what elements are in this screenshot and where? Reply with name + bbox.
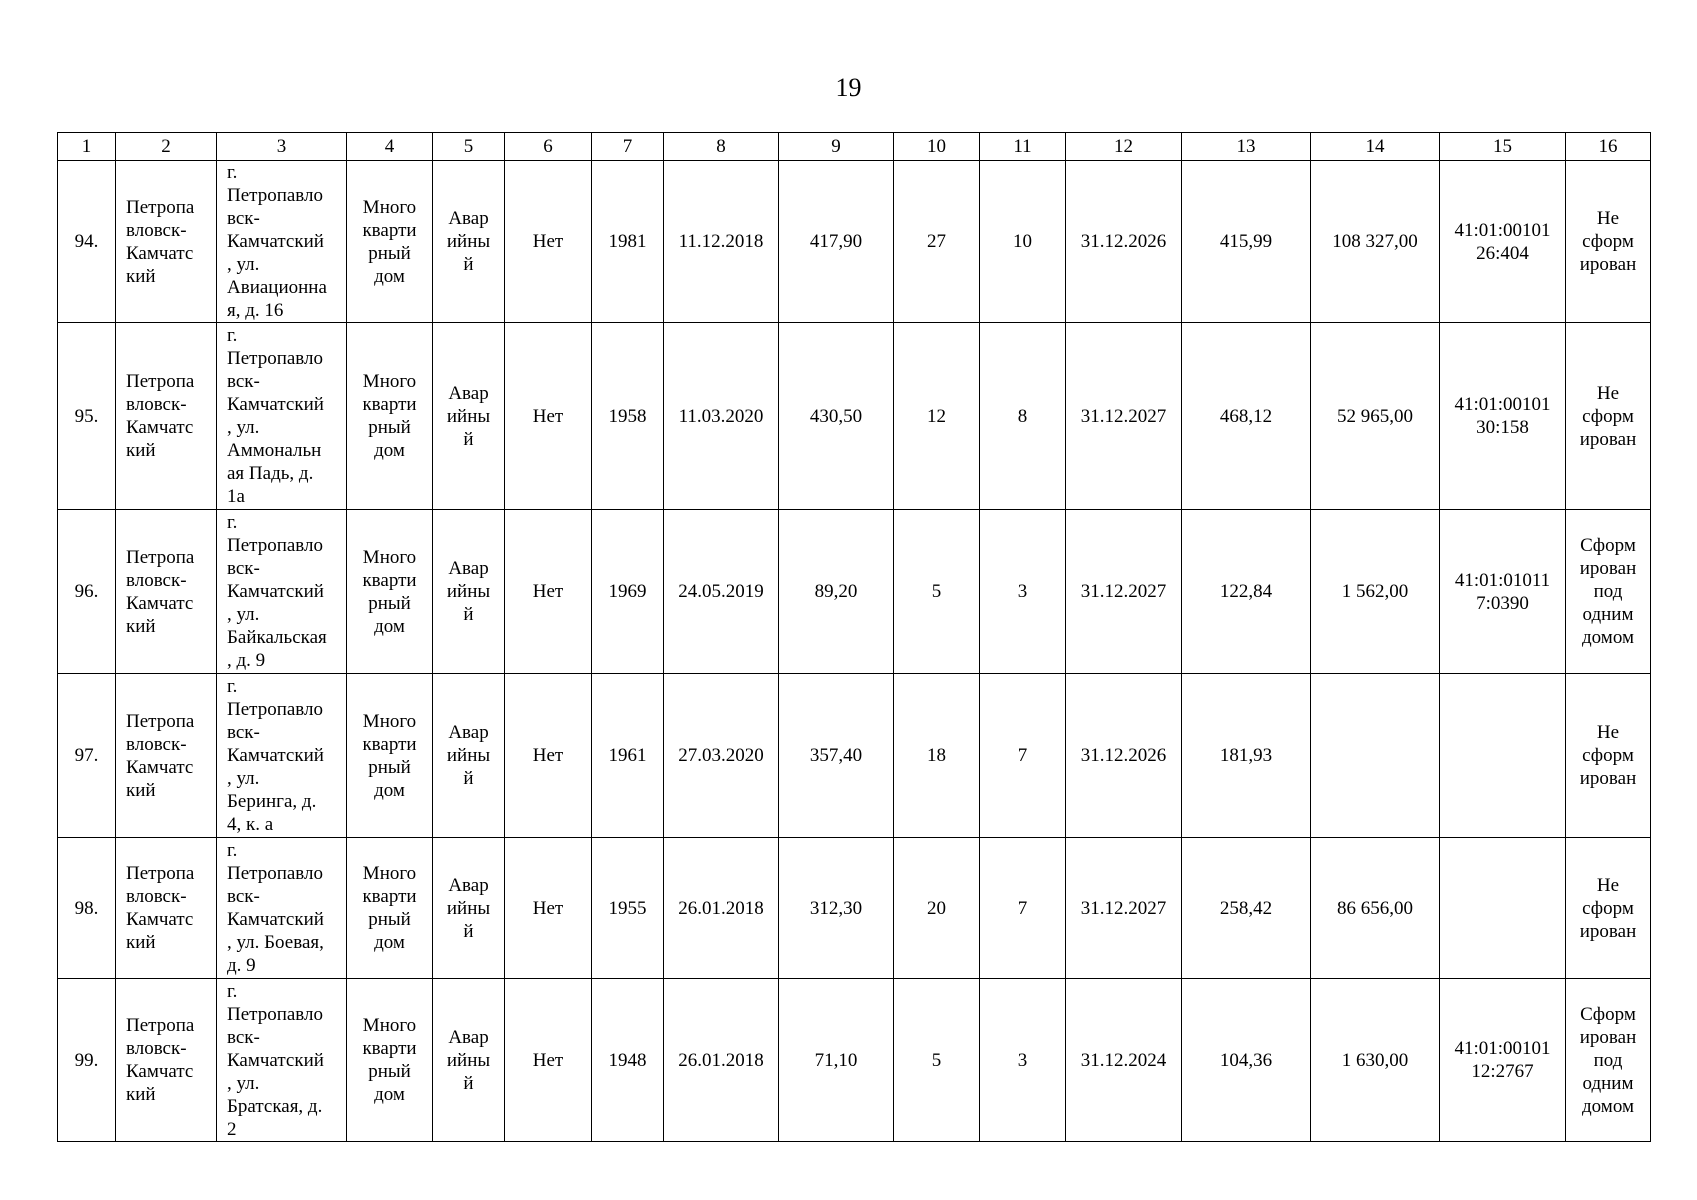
land-status-line: одним bbox=[1582, 1072, 1634, 1094]
status-line: ийны bbox=[446, 231, 491, 252]
page-number: 19 bbox=[835, 73, 862, 102]
land-status-line: под bbox=[1593, 1049, 1623, 1071]
locality-line: Петропа bbox=[126, 863, 195, 884]
building-type-line: Много bbox=[362, 1015, 417, 1036]
cadastral-line: 30:158 bbox=[1476, 417, 1529, 438]
status-cell bbox=[433, 838, 505, 979]
area-cell: 89,20 bbox=[779, 510, 894, 674]
locality-line: кий bbox=[126, 1084, 156, 1105]
building-type-line: кварти bbox=[362, 1038, 417, 1059]
land-status-line: сформ bbox=[1582, 897, 1634, 919]
building-type-line: дом bbox=[374, 265, 405, 287]
address-line: , ул. bbox=[227, 604, 260, 625]
address-line: 4, к. а bbox=[227, 814, 274, 835]
col6-cell: Нет bbox=[505, 161, 592, 323]
status-cell bbox=[433, 510, 505, 674]
area-cell: 417,90 bbox=[779, 161, 894, 323]
land-status-cell bbox=[1566, 979, 1651, 1142]
locality-line: кий bbox=[126, 440, 156, 461]
land-status-line: сформ bbox=[1582, 405, 1634, 427]
table-row bbox=[58, 838, 1651, 979]
status-line: й bbox=[463, 604, 474, 625]
land-status-line: Сформ bbox=[1580, 535, 1636, 556]
row-number: 99. bbox=[58, 979, 116, 1142]
locality-line: кий bbox=[126, 932, 156, 953]
building-type-cell bbox=[347, 979, 433, 1142]
status-line: ийны bbox=[446, 405, 491, 427]
address-line: Беринга, д. bbox=[227, 791, 317, 812]
col10-cell: 20 bbox=[894, 838, 980, 979]
year-cell: 1958 bbox=[592, 323, 664, 510]
building-type-line: дом bbox=[374, 779, 405, 801]
col14-cell: 52 965,00 bbox=[1311, 323, 1440, 510]
year-cell: 1955 bbox=[592, 838, 664, 979]
column-header-7: 7 bbox=[592, 133, 664, 161]
address-cell bbox=[217, 674, 347, 838]
building-type-line: кварти bbox=[362, 219, 417, 241]
status-line: ийны bbox=[446, 1049, 491, 1071]
col6-cell: Нет bbox=[505, 510, 592, 674]
land-status-cell bbox=[1566, 674, 1651, 838]
col11-cell: 3 bbox=[980, 510, 1066, 674]
land-status-line: домом bbox=[1582, 1095, 1634, 1117]
locality-line: Петропа bbox=[126, 1015, 195, 1036]
deadline-cell: 31.12.2027 bbox=[1066, 510, 1182, 674]
building-type-line: дом bbox=[374, 615, 405, 637]
table-row bbox=[58, 979, 1651, 1142]
table-body bbox=[58, 161, 1651, 1142]
building-type-line: рный bbox=[368, 909, 411, 930]
column-header-2: 2 bbox=[116, 133, 217, 161]
column-header-11: 11 bbox=[980, 133, 1066, 161]
address-line: Камчатский bbox=[227, 231, 324, 252]
address-line: вск- bbox=[227, 886, 260, 907]
land-status-line: Не bbox=[1596, 874, 1620, 896]
date-cell: 26.01.2018 bbox=[664, 838, 779, 979]
building-type-line: дом bbox=[374, 1084, 405, 1105]
col14-cell: 1 630,00 bbox=[1311, 979, 1440, 1142]
column-header-3: 3 bbox=[217, 133, 347, 161]
deadline-cell: 31.12.2027 bbox=[1066, 838, 1182, 979]
building-type-line: дом bbox=[374, 440, 405, 461]
cadastral-line: 41:01:00101 bbox=[1454, 394, 1551, 415]
building-type-line: рный bbox=[368, 1061, 411, 1082]
cadastral-line: 12:2767 bbox=[1471, 1061, 1534, 1082]
land-status-line: ирован bbox=[1579, 254, 1637, 275]
cadastral-line: 41:01:01011 bbox=[1454, 569, 1551, 591]
address-line: Братская, д. bbox=[227, 1095, 323, 1117]
building-type-line: Много bbox=[362, 710, 417, 732]
building-type-line: дом bbox=[374, 932, 405, 953]
cadastral-line: 41:01:00101 bbox=[1454, 219, 1551, 241]
building-type-line: рный bbox=[368, 417, 411, 438]
cadastral-cell bbox=[1440, 674, 1566, 838]
locality-line: вловск- bbox=[126, 394, 187, 415]
building-type-cell bbox=[347, 838, 433, 979]
table-row bbox=[58, 674, 1651, 838]
building-type-cell bbox=[347, 161, 433, 323]
col6-cell: Нет bbox=[505, 323, 592, 510]
column-header-8: 8 bbox=[664, 133, 779, 161]
address-line: вск- bbox=[227, 558, 260, 579]
status-line: Авар bbox=[448, 1026, 489, 1048]
address-line: Петропавло bbox=[227, 348, 323, 369]
locality-cell bbox=[116, 979, 217, 1142]
table-row bbox=[58, 510, 1651, 674]
building-type-line: рный bbox=[368, 592, 411, 614]
land-status-cell bbox=[1566, 510, 1651, 674]
locality-line: Петропа bbox=[126, 196, 195, 218]
address-line: вск- bbox=[227, 371, 260, 392]
status-line: ийны bbox=[446, 745, 491, 766]
column-header-5: 5 bbox=[433, 133, 505, 161]
status-cell bbox=[433, 161, 505, 323]
address-cell bbox=[217, 979, 347, 1142]
cadastral-cell bbox=[1440, 838, 1566, 979]
date-cell: 27.03.2020 bbox=[664, 674, 779, 838]
locality-line: Камчатс bbox=[126, 417, 194, 438]
col10-cell: 12 bbox=[894, 323, 980, 510]
locality-line: кий bbox=[126, 265, 156, 287]
building-type-cell bbox=[347, 323, 433, 510]
address-line: г. bbox=[227, 512, 238, 533]
col10-cell: 5 bbox=[894, 979, 980, 1142]
locality-line: кий bbox=[126, 779, 156, 801]
column-header-9: 9 bbox=[779, 133, 894, 161]
status-line: Авар bbox=[448, 874, 489, 896]
deadline-cell: 31.12.2026 bbox=[1066, 161, 1182, 323]
land-status-line: домом bbox=[1582, 627, 1634, 648]
deadline-cell: 31.12.2027 bbox=[1066, 323, 1182, 510]
col13-cell: 122,84 bbox=[1182, 510, 1311, 674]
status-line: Авар bbox=[448, 382, 489, 404]
address-line: вск- bbox=[227, 722, 260, 743]
address-line: Камчатский bbox=[227, 909, 324, 930]
address-line: , ул. bbox=[227, 254, 260, 275]
status-cell bbox=[433, 674, 505, 838]
status-line: й bbox=[463, 920, 474, 942]
address-line: Камчатский bbox=[227, 1049, 324, 1071]
status-line: й bbox=[463, 254, 474, 275]
address-line: Петропавло bbox=[227, 185, 323, 206]
col6-cell: Нет bbox=[505, 979, 592, 1142]
year-cell: 1948 bbox=[592, 979, 664, 1142]
building-type-line: рный bbox=[368, 242, 411, 264]
land-status-line: ирован bbox=[1579, 428, 1637, 450]
date-cell: 26.01.2018 bbox=[664, 979, 779, 1142]
col11-cell: 10 bbox=[980, 161, 1066, 323]
address-line: Камчатский bbox=[227, 581, 324, 602]
land-status-line: ирован bbox=[1579, 768, 1637, 789]
cadastral-cell bbox=[1440, 979, 1566, 1142]
address-line: вск- bbox=[227, 1026, 260, 1048]
address-line: д. 9 bbox=[227, 955, 256, 976]
land-status-cell bbox=[1566, 838, 1651, 979]
year-cell: 1969 bbox=[592, 510, 664, 674]
address-line: , ул. bbox=[227, 768, 260, 789]
housing-registry-table bbox=[57, 132, 1651, 1142]
col13-cell: 468,12 bbox=[1182, 323, 1311, 510]
col11-cell: 3 bbox=[980, 979, 1066, 1142]
column-header-1: 1 bbox=[58, 133, 116, 161]
locality-line: Камчатс bbox=[126, 242, 194, 264]
status-line: й bbox=[463, 768, 474, 789]
address-line: г. bbox=[227, 162, 238, 183]
locality-line: вловск- bbox=[126, 569, 187, 591]
locality-line: Камчатс bbox=[126, 909, 194, 930]
date-cell: 11.03.2020 bbox=[664, 323, 779, 510]
area-cell: 357,40 bbox=[779, 674, 894, 838]
land-status-line: Не bbox=[1596, 208, 1620, 229]
cadastral-cell bbox=[1440, 161, 1566, 323]
land-status-cell bbox=[1566, 323, 1651, 510]
date-cell: 11.12.2018 bbox=[664, 161, 779, 323]
building-type-line: кварти bbox=[362, 394, 417, 415]
land-status-line: ирован bbox=[1579, 920, 1637, 942]
column-header-15: 15 bbox=[1440, 133, 1566, 161]
address-line: Петропавло bbox=[227, 699, 323, 720]
table-row bbox=[58, 161, 1651, 323]
area-cell: 430,50 bbox=[779, 323, 894, 510]
building-type-line: кварти bbox=[362, 886, 417, 907]
cadastral-line: 26:404 bbox=[1476, 242, 1529, 264]
locality-cell bbox=[116, 838, 217, 979]
cadastral-line: 41:01:00101 bbox=[1454, 1038, 1551, 1059]
column-header-4: 4 bbox=[347, 133, 433, 161]
address-line: я, д. 16 bbox=[227, 300, 284, 321]
col10-cell: 18 bbox=[894, 674, 980, 838]
address-line: г. bbox=[227, 840, 238, 861]
deadline-cell: 31.12.2026 bbox=[1066, 674, 1182, 838]
col14-cell: 108 327,00 bbox=[1311, 161, 1440, 323]
table-row bbox=[58, 323, 1651, 510]
column-header-10: 10 bbox=[894, 133, 980, 161]
land-status-line: сформ bbox=[1582, 745, 1634, 766]
land-status-line: одним bbox=[1582, 604, 1634, 625]
address-line: Авиационна bbox=[227, 277, 327, 298]
building-type-line: Много bbox=[362, 196, 417, 218]
address-line: Камчатский bbox=[227, 745, 324, 766]
address-line: вск- bbox=[227, 208, 260, 229]
column-number-row bbox=[58, 133, 1651, 161]
address-line: г. bbox=[227, 676, 238, 697]
year-cell: 1961 bbox=[592, 674, 664, 838]
col11-cell: 8 bbox=[980, 323, 1066, 510]
column-header-14: 14 bbox=[1311, 133, 1440, 161]
col14-cell: 1 562,00 bbox=[1311, 510, 1440, 674]
address-line: г. bbox=[227, 980, 238, 1002]
building-type-line: Много bbox=[362, 546, 417, 568]
address-line: , ул. bbox=[227, 417, 260, 438]
column-header-13: 13 bbox=[1182, 133, 1311, 161]
building-type-cell bbox=[347, 510, 433, 674]
address-line: Байкальская bbox=[227, 627, 327, 648]
date-cell: 24.05.2019 bbox=[664, 510, 779, 674]
area-cell: 312,30 bbox=[779, 838, 894, 979]
locality-line: Камчатс bbox=[126, 592, 194, 614]
land-status-line: Сформ bbox=[1580, 1003, 1636, 1025]
col6-cell: Нет bbox=[505, 838, 592, 979]
address-cell bbox=[217, 323, 347, 510]
building-type-line: рный bbox=[368, 756, 411, 778]
row-number: 94. bbox=[58, 161, 116, 323]
address-line: , д. 9 bbox=[227, 650, 266, 671]
address-line: , ул. bbox=[227, 1072, 260, 1094]
address-line: , ул. Боевая, bbox=[227, 932, 324, 953]
land-status-line: ирован bbox=[1579, 1026, 1637, 1048]
col13-cell: 181,93 bbox=[1182, 674, 1311, 838]
locality-line: вловск- bbox=[126, 1038, 187, 1059]
status-line: ийны bbox=[446, 897, 491, 919]
locality-line: вловск- bbox=[126, 886, 187, 907]
building-type-line: Много bbox=[362, 863, 417, 884]
col14-cell: 86 656,00 bbox=[1311, 838, 1440, 979]
status-cell bbox=[433, 979, 505, 1142]
locality-cell bbox=[116, 674, 217, 838]
address-cell bbox=[217, 161, 347, 323]
address-line: 1а bbox=[227, 486, 245, 507]
locality-line: Камчатс bbox=[126, 756, 194, 778]
cadastral-cell bbox=[1440, 510, 1566, 674]
address-line: Аммональн bbox=[227, 440, 322, 461]
column-header-12: 12 bbox=[1066, 133, 1182, 161]
row-number: 96. bbox=[58, 510, 116, 674]
col13-cell: 415,99 bbox=[1182, 161, 1311, 323]
locality-line: Петропа bbox=[126, 371, 195, 392]
row-number: 95. bbox=[58, 323, 116, 510]
locality-line: вловск- bbox=[126, 733, 187, 755]
status-line: й bbox=[463, 1072, 474, 1094]
status-line: й bbox=[463, 428, 474, 450]
col13-cell: 258,42 bbox=[1182, 838, 1311, 979]
status-line: Авар bbox=[448, 208, 489, 229]
col11-cell: 7 bbox=[980, 674, 1066, 838]
land-status-line: Не bbox=[1596, 722, 1620, 743]
building-type-line: Много bbox=[362, 371, 417, 392]
col10-cell: 27 bbox=[894, 161, 980, 323]
cadastral-cell bbox=[1440, 323, 1566, 510]
building-type-cell bbox=[347, 674, 433, 838]
address-cell bbox=[217, 510, 347, 674]
locality-cell bbox=[116, 323, 217, 510]
address-line: 2 bbox=[227, 1118, 237, 1140]
address-cell bbox=[217, 838, 347, 979]
col13-cell: 104,36 bbox=[1182, 979, 1311, 1142]
status-cell bbox=[433, 323, 505, 510]
col6-cell: Нет bbox=[505, 674, 592, 838]
col10-cell: 5 bbox=[894, 510, 980, 674]
column-header-16: 16 bbox=[1566, 133, 1651, 161]
row-number: 98. bbox=[58, 838, 116, 979]
locality-line: Камчатс bbox=[126, 1061, 194, 1082]
address-line: Петропавло bbox=[227, 863, 323, 884]
address-line: г. bbox=[227, 325, 238, 346]
status-line: Авар bbox=[448, 558, 489, 579]
locality-line: вловск- bbox=[126, 219, 187, 241]
col14-cell bbox=[1311, 674, 1440, 838]
land-status-line: сформ bbox=[1582, 231, 1634, 252]
locality-line: кий bbox=[126, 615, 156, 637]
land-status-line: под bbox=[1593, 581, 1623, 602]
cadastral-line: 7:0390 bbox=[1476, 592, 1529, 614]
column-header-6: 6 bbox=[505, 133, 592, 161]
deadline-cell: 31.12.2024 bbox=[1066, 979, 1182, 1142]
status-line: ийны bbox=[446, 581, 491, 602]
status-line: Авар bbox=[448, 722, 489, 743]
address-line: Камчатский bbox=[227, 394, 324, 415]
land-status-cell bbox=[1566, 161, 1651, 323]
locality-line: Петропа bbox=[126, 546, 195, 568]
locality-cell bbox=[116, 510, 217, 674]
year-cell: 1981 bbox=[592, 161, 664, 323]
row-number: 97. bbox=[58, 674, 116, 838]
address-line: Петропавло bbox=[227, 535, 323, 556]
area-cell: 71,10 bbox=[779, 979, 894, 1142]
address-line: ая Падь, д. bbox=[227, 463, 314, 484]
land-status-line: Не bbox=[1596, 382, 1620, 404]
address-line: Петропавло bbox=[227, 1003, 323, 1025]
locality-cell bbox=[116, 161, 217, 323]
locality-line: Петропа bbox=[126, 710, 195, 732]
land-status-line: ирован bbox=[1579, 558, 1637, 579]
building-type-line: кварти bbox=[362, 569, 417, 591]
building-type-line: кварти bbox=[362, 733, 417, 755]
col11-cell: 7 bbox=[980, 838, 1066, 979]
